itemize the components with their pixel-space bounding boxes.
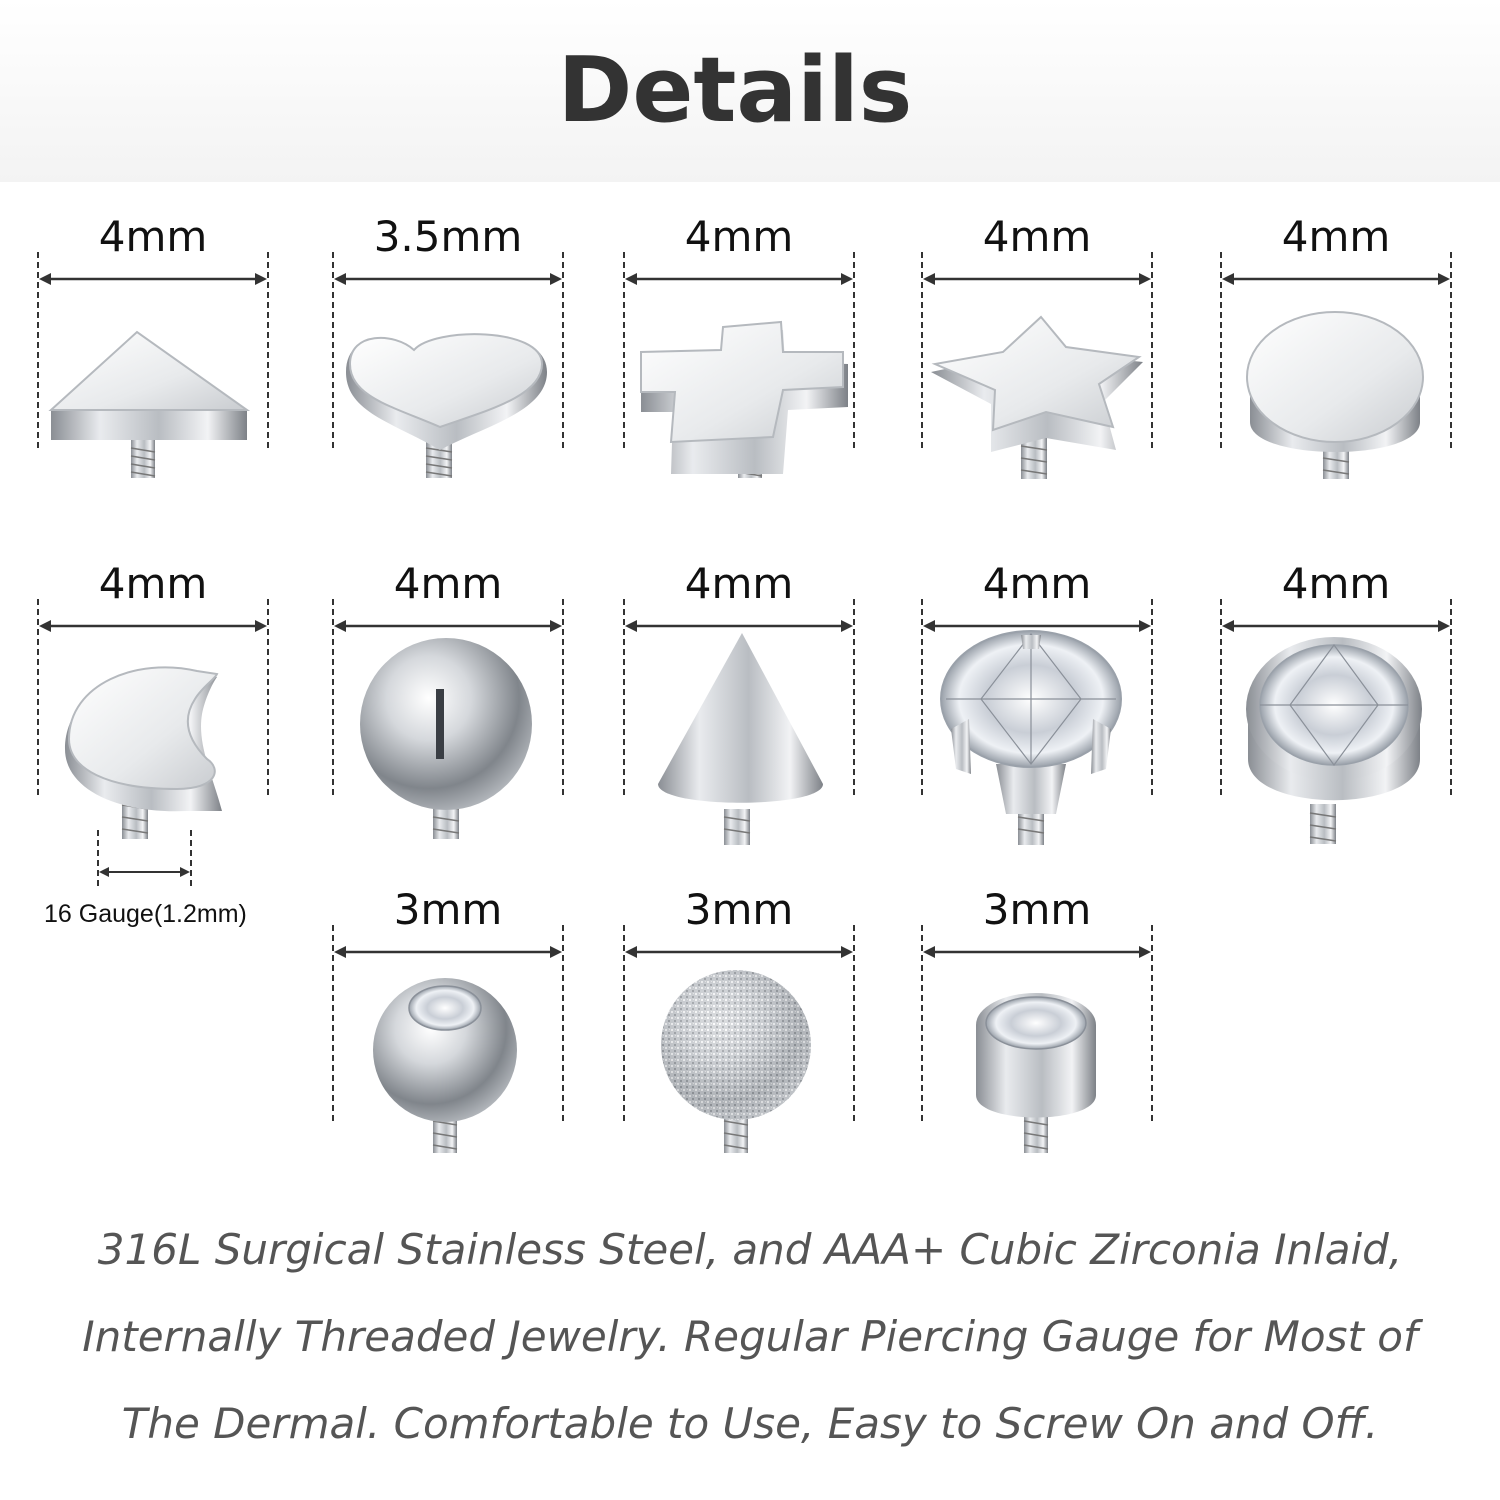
item-sparkle-ball [623,885,855,1185]
heart-icon [332,212,564,512]
moon-icon [37,559,269,859]
size-label: 4mm [393,559,503,608]
ball-icon [332,559,564,859]
cylinder-gem-icon [921,885,1153,1185]
item-gem-ball [332,885,564,1185]
prong-gem-icon [921,559,1153,859]
bezel-gem-icon [1220,559,1452,859]
size-label: 4mm [98,559,208,608]
size-label: 3mm [684,885,794,934]
gauge-label: 16 Gauge(1.2mm) [44,900,247,928]
description-line-2: Internally Threaded Jewelry. Regular Piercing Gauge for Most of [82,1312,1418,1361]
description-line-1: 316L Surgical Stainless Steel, and AAA+ Cubic Zirconia Inlaid, [97,1225,1403,1274]
item-moon [37,559,269,859]
size-label: 4mm [684,559,794,608]
size-label: 4mm [98,212,208,261]
item-bezel-gem [1220,559,1452,859]
item-ball [332,559,564,859]
page-title: Details [557,38,913,143]
size-label: 4mm [684,212,794,261]
size-label: 4mm [1281,212,1391,261]
size-label: 4mm [1281,559,1391,608]
star-icon [921,212,1153,512]
item-cylinder-gem [921,885,1153,1185]
item-round-flat [1220,212,1452,512]
item-heart [332,212,564,512]
size-label: 4mm [982,559,1092,608]
size-label: 3.5mm [373,212,523,261]
item-star [921,212,1153,512]
cross-icon [623,212,855,512]
sparkle-ball-icon [623,885,855,1185]
item-cross [623,212,855,512]
size-label: 3mm [982,885,1092,934]
description-line-3: The Dermal. Comfortable to Use, Easy to Screw On and Off. [121,1399,1379,1448]
gem-ball-icon [332,885,564,1185]
spike-icon [623,559,855,859]
item-triangle [37,212,269,512]
item-prong-gem [921,559,1153,859]
round-flat-icon [1220,212,1452,512]
triangle-icon [37,212,269,512]
item-spike [623,559,855,859]
gauge-dimension-line [90,830,210,890]
size-label: 4mm [982,212,1092,261]
size-label: 3mm [393,885,503,934]
